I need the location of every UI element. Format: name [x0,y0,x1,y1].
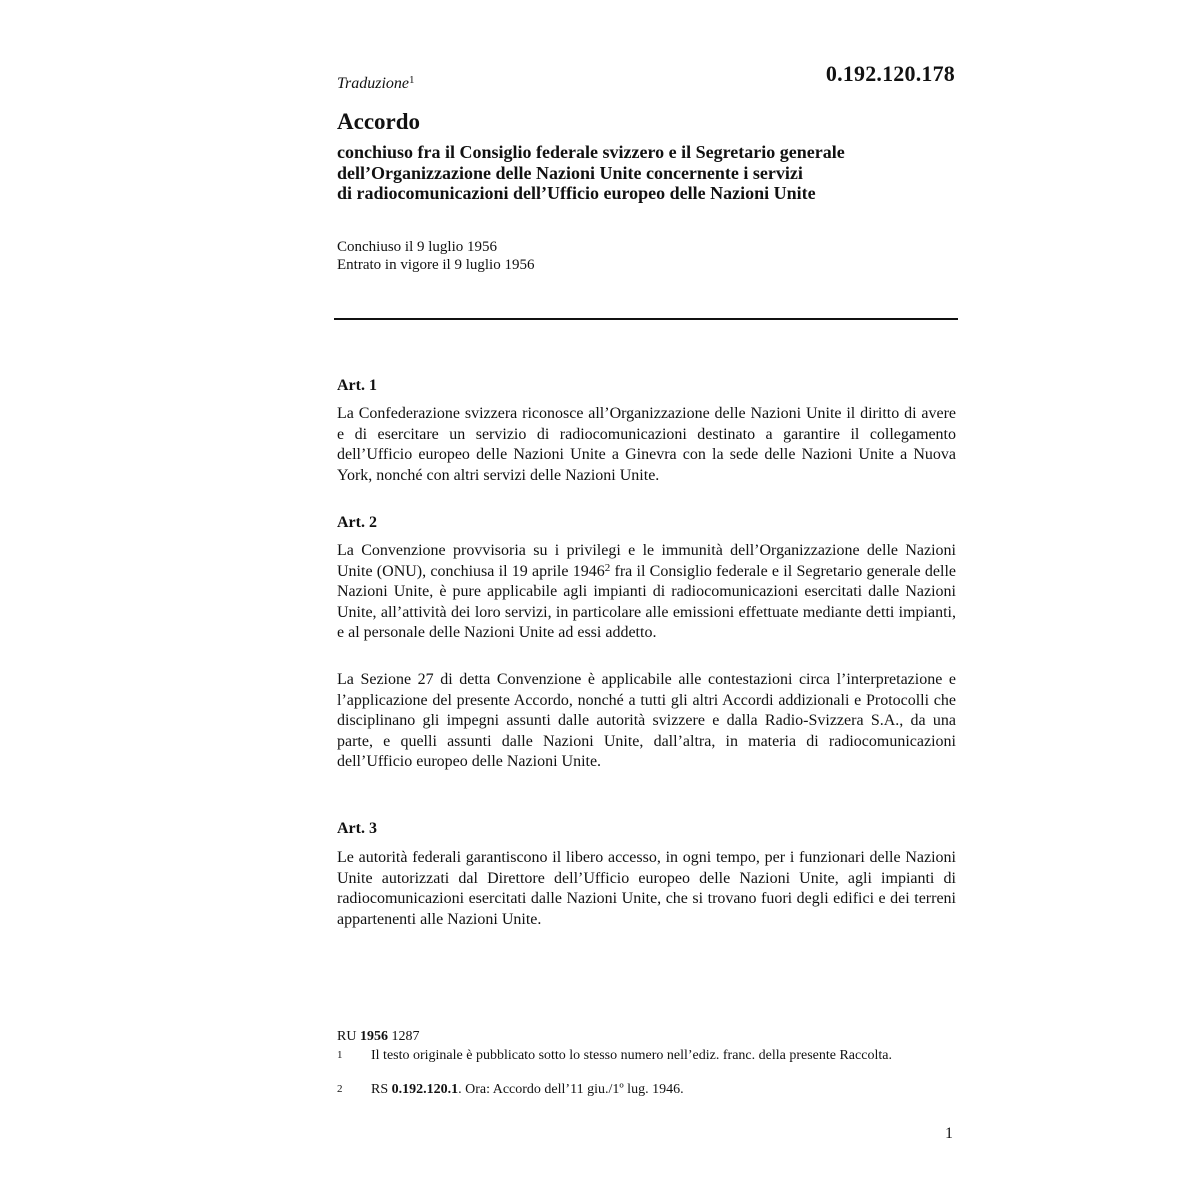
article-3-paragraph-1: Le autorità federali garantiscono il libero accesso, in ogni tempo, per i funzionari delle Nazioni Unite autorizzati dal Direttore dell’Ufficio europeo delle Nazioni Unite, agli impianti di radiocomunicazioni esercitati dalle Nazioni Unite, che si trovano fuori degli edifici e dei terreni appartenenti alle Nazioni Unite. [337,849,956,928]
official-collection-reference: RU 1956 1287 [337,1029,420,1044]
footnote-number: 1 [337,1049,343,1061]
footnote-text: Il testo originale è pubblicato sotto lo stesso numero nell’ediz. franc. della presente Raccolta. [371,1048,892,1063]
document-subtitle [337,142,957,204]
footnote-1 [337,1048,937,1080]
header-divider [334,318,958,320]
footnote-text: RS 0.192.120.1. Ora: Accordo dell’11 giu./1º lug. 1946. [371,1082,684,1097]
date-concluded: Conchiuso il 9 luglio 1956 [337,239,498,255]
page-number: 1 [945,1125,953,1142]
article-1-paragraph-1: La Confederazione svizzera riconosce all’Organizzazione delle Nazioni Unite il diritto di avere e di esercitare un servizio di radiocomunicazioni destinato a garantire il collegamento dell’Ufficio europeo delle Nazioni Unite a Ginevra con la sede delle Nazioni Unite a Nuova York, nonché con altri servizi delle Nazioni Unite. [337,405,956,484]
footnote-2 [337,1082,937,1100]
subtitle-line: dell’Organizzazione delle Nazioni Unite concernente i servizi [337,162,803,183]
sr-number: 0.192.120.178 [825,61,955,86]
document-title: Accordo [337,109,421,134]
article-heading-2: Art. 2 [337,514,377,531]
article-heading-1: Art. 1 [337,377,377,394]
date-in-force: Entrato in vigore il 9 luglio 1956 [337,257,535,273]
article-heading-3: Art. 3 [337,820,377,837]
footnote-number: 2 [337,1083,343,1095]
translation-label: Traduzione$^1$ [337,74,415,92]
subtitle-line: di radiocomunicazioni dell’Ufficio europeo delle Nazioni Unite [337,183,816,203]
article-2-paragraph-1: La Convenzione provvisoria su i privilegi e le immunità dell’Organizzazione delle Nazioni Unite (ONU), conchiusa il 19 aprile 1946$^2$ fra il Consiglio federale e il Segretario generale delle Nazioni Unite, è pure applicabile agli impianti di radiocomunicazioni esercitati dalle Nazioni Unite, all’attività dei loro servizi, in particolare alle emissioni effettuate mediante detti impianti, e al personale delle Nazioni Unite ad essi addetto. [337,542,957,641]
document-dates [337,238,534,274]
subtitle-line: conchiuso fra il Consiglio federale svizzero e il Segretario generale [337,142,845,162]
sr-reference-link[interactable]: 0.192.120.1 [391,1082,459,1097]
footnote-ref-1[interactable]: 1 [409,74,415,86]
article-2-paragraph-2: La Sezione 27 di detta Convenzione è applicabile alle contestazioni circa l’interpretazione e l’applicazione del presente Accordo, nonché a tutti gli altri Accordi addizionali e Protocolli che disciplinano gli impegni assunti dalle autorità svizzere e dalla Radio-Svizzera S.A., da una parte, e quelli assunti dalle Nazioni Unite, dall’altra, in materia di radiocomunicazioni dell’Ufficio europeo delle Nazioni Unite. [337,671,956,770]
footnote-ref-2[interactable]: 2 [604,561,611,574]
